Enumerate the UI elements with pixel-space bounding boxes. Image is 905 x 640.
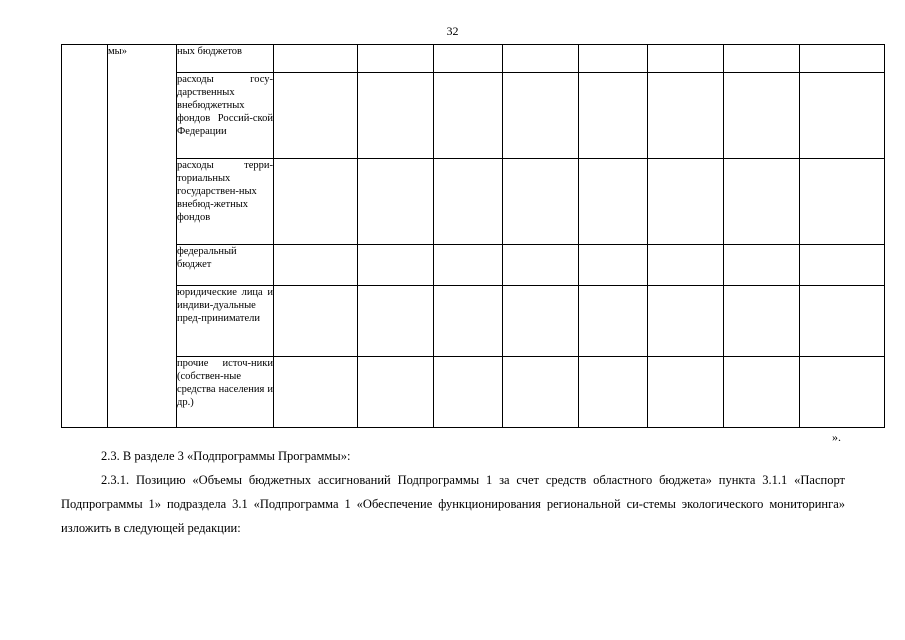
value-cell — [358, 245, 434, 286]
table-cell-number — [62, 45, 108, 428]
paragraph-section-2-3 — [61, 444, 845, 468]
funding-source-cell: прочие источ-ники (собствен-ные средства населения и др.) — [177, 357, 274, 428]
value-cell — [274, 159, 358, 245]
table-row — [62, 245, 885, 286]
value-cell — [358, 159, 434, 245]
value-cell — [648, 159, 724, 245]
value-cell — [503, 73, 579, 159]
value-cell — [358, 357, 434, 428]
value-cell — [724, 45, 800, 73]
value-cell — [579, 73, 648, 159]
value-cell — [274, 45, 358, 73]
funding-source-cell: расходы госу-дарственных внебюджетных фондов Россий-ской Федерации — [177, 73, 274, 159]
paragraph-text: 2.3. В разделе 3 «Подпрограммы Программы»: — [101, 449, 351, 463]
value-cell — [724, 357, 800, 428]
value-cell — [434, 159, 503, 245]
value-cell — [274, 73, 358, 159]
table-cell-name: мы» — [108, 45, 177, 428]
value-cell — [648, 73, 724, 159]
value-cell — [503, 159, 579, 245]
value-cell — [579, 357, 648, 428]
value-cell — [358, 45, 434, 73]
value-cell — [579, 45, 648, 73]
table-row — [62, 286, 885, 357]
value-cell — [274, 357, 358, 428]
funding-source-cell: федеральный бюджет — [177, 245, 274, 286]
table-row — [62, 73, 885, 159]
value-cell — [434, 245, 503, 286]
funding-source-cell: юридические лица и индиви-дуальные пред-приниматели — [177, 286, 274, 357]
value-cell — [800, 159, 885, 245]
paragraph-section-2-3-1 — [61, 468, 845, 540]
funding-source-cell: расходы терри-ториальных государствен-ных внебюд-жетных фондов — [177, 159, 274, 245]
funding-source-cell: ных бюджетов — [177, 45, 274, 73]
page-number: 32 — [446, 24, 459, 38]
value-cell — [503, 45, 579, 73]
value-cell — [434, 357, 503, 428]
value-cell — [579, 159, 648, 245]
value-cell — [358, 286, 434, 357]
paragraph-text: 2.3.1. Позицию «Объемы бюджетных ассигнований Подпрограммы 1 за счет средств областного бюджета» пункта 3.1.1 «Паспорт Подпрограммы 1» подраздела 3.1 «Подпрограмма 1 «Обеспечение функционирования региональной си-стемы экологического мониторинга» изложить в следующей редакции: — [61, 473, 845, 535]
value-cell — [800, 286, 885, 357]
value-cell — [648, 286, 724, 357]
value-cell — [274, 286, 358, 357]
value-cell — [724, 286, 800, 357]
value-cell — [434, 45, 503, 73]
value-cell — [800, 357, 885, 428]
value-cell — [800, 73, 885, 159]
table-row — [62, 159, 885, 245]
table-row — [62, 357, 885, 428]
value-cell — [579, 245, 648, 286]
value-cell — [724, 159, 800, 245]
value-cell — [800, 245, 885, 286]
value-cell — [648, 45, 724, 73]
value-cell — [274, 245, 358, 286]
value-cell — [724, 73, 800, 159]
value-cell — [724, 245, 800, 286]
value-cell — [648, 357, 724, 428]
table-row — [62, 45, 885, 73]
value-cell — [434, 286, 503, 357]
value-cell — [648, 245, 724, 286]
value-cell — [503, 286, 579, 357]
budget-table — [61, 44, 885, 428]
closing-quote: ». — [832, 430, 841, 444]
value-cell — [434, 73, 503, 159]
value-cell — [800, 45, 885, 73]
value-cell — [503, 357, 579, 428]
value-cell — [358, 73, 434, 159]
value-cell — [503, 245, 579, 286]
value-cell — [579, 286, 648, 357]
